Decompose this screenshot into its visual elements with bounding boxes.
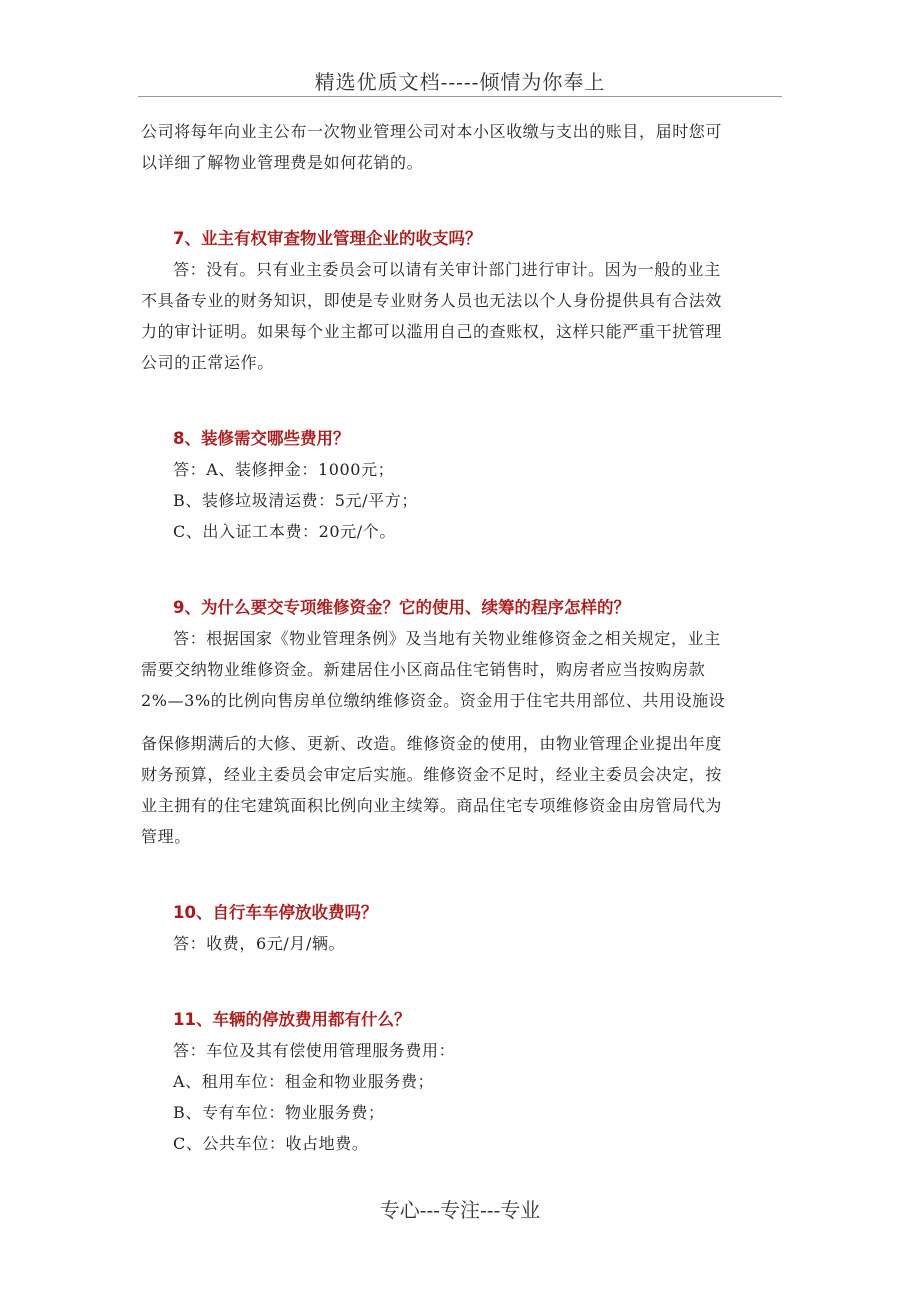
question-7-heading: 7、业主有权审查物业管理企业的收支吗？ — [173, 229, 482, 248]
answer-8-item-1: 答：A、装修押金：1000元； — [173, 460, 395, 479]
answer-7-line-1: 答：没有。只有业主委员会可以请有关审计部门进行审计。因为一般的业主 — [173, 260, 721, 279]
page-header-title: 精选优质文档-----倾情为你奉上 — [314, 70, 606, 94]
question-9-heading: 9、为什么要交专项维修资金？它的使用、续筹的程序怎样的？ — [173, 598, 630, 617]
answer-11-item-3: B、专有车位：物业服务费； — [173, 1103, 385, 1122]
answer-9-line-4: 备保修期满后的大修、更新、改造。维修资金的使用，由物业管理企业提出年度 — [141, 734, 723, 753]
answer-8-item-3: C、出入证工本费：20元/个。 — [173, 522, 396, 541]
document-body — [141, 116, 781, 1159]
answer-11-item-1: 答：车位及其有偿使用管理服务费用： — [173, 1041, 456, 1060]
answer-7-line-2: 不具备专业的财务知识，即使是专业财务人员也无法以个人身份提供具有合法效 — [141, 291, 723, 310]
answer-8-item-2: B、装修垃圾清运费：5元/平方； — [173, 491, 418, 510]
page-footer-text: 专心---专注---专业 — [379, 1198, 541, 1222]
answer-10-line: 答：收费，6元/月/辆。 — [173, 934, 346, 953]
answer-7-line-4: 公司的正常运作。 — [141, 353, 274, 372]
answer-7-line-3: 力的审计证明。如果每个业主都可以滥用自己的查账权，这样只能严重干扰管理 — [141, 322, 723, 341]
answer-9-line-1: 答：根据国家《物业管理条例》及当地有关物业维修资金之相关规定，业主 — [173, 629, 721, 648]
answer-9-line-2: 需要交纳物业维修资金。新建居住小区商品住宅销售时，购房者应当按购房款 — [141, 660, 706, 679]
answer-9-line-7: 管理。 — [141, 827, 191, 846]
answer-9-line-3: 2%—3%的比例向售房单位缴纳维修资金。资金用于住宅共用部位、共用设施设 — [141, 691, 726, 710]
answer-11-item-4: C、公共车位：收占地费。 — [173, 1134, 369, 1153]
question-10-heading: 10、自行车车停放收费吗？ — [173, 903, 378, 922]
answer-9-line-6: 业主拥有的住宅建筑面积比例向业主续筹。商品住宅专项维修资金由房管局代为 — [141, 796, 723, 815]
intro-line-2: 以详细了解物业管理费是如何花销的。 — [141, 153, 424, 172]
answer-11-item-2: A、租用车位：租金和物业服务费； — [173, 1072, 435, 1091]
intro-line-1: 公司将每年向业主公布一次物业管理公司对本小区收缴与支出的账目，届时您可 — [141, 122, 723, 141]
answer-9-line-5: 财务预算，经业主委员会审定后实施。维修资金不足时，经业主委员会决定，按 — [141, 765, 723, 784]
header-divider — [138, 96, 782, 97]
question-8-heading: 8、装修需交哪些费用？ — [173, 429, 350, 448]
question-11-heading: 11、车辆的停放费用都有什么？ — [173, 1010, 411, 1029]
